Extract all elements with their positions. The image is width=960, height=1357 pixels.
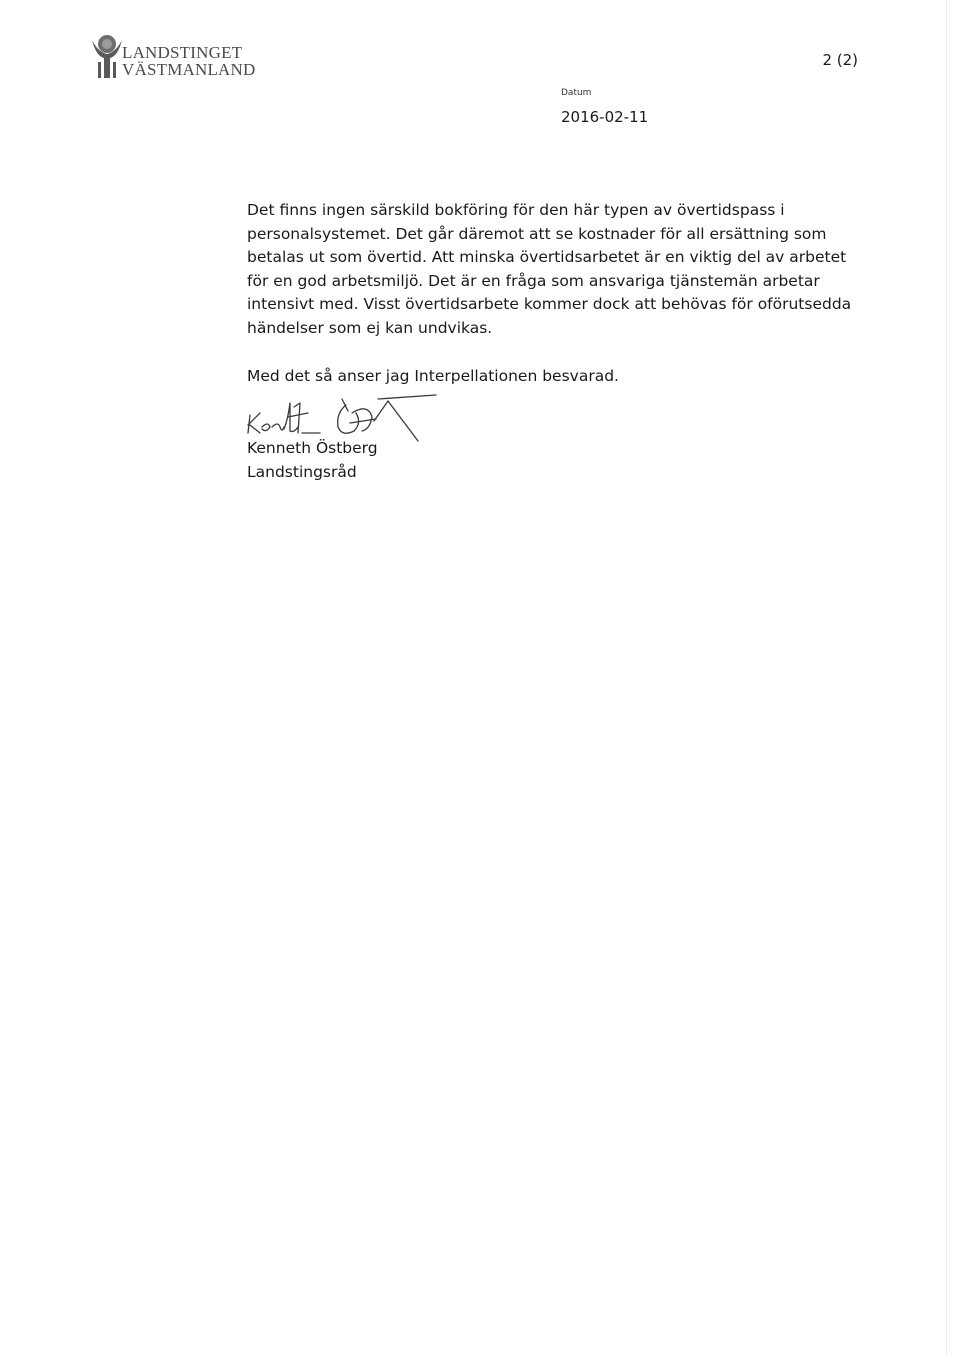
page-number: 2 (2) (822, 51, 858, 69)
signer-name: Kenneth Östberg (247, 439, 378, 457)
paragraph-line: händelser som ej kan undvikas. (247, 318, 493, 337)
paragraph-line: personalsystemet. Det går däremot att se kostnader för all ersättning som (247, 224, 827, 243)
paragraph-line: betalas ut som övertid. Att minska övertidsarbetet är en viktig del av arbetet (247, 248, 847, 266)
landstinget-emblem-icon (90, 32, 124, 80)
signer-title: Landstingsråd (247, 463, 357, 481)
closing-sentence: Med det så anser jag Interpellationen besvarad. (247, 367, 619, 385)
org-line-2: VÄSTMANLAND (122, 60, 256, 79)
organization-logo (90, 30, 260, 82)
paragraph-line: Det finns ingen särskild bokföring för den här typen av övertidspass i (247, 201, 785, 219)
body-paragraph (247, 199, 867, 340)
org-line-1: LANDSTINGET (122, 43, 243, 62)
signer-block (247, 436, 378, 484)
date-label: Datum (561, 88, 592, 98)
paragraph-line: för en god arbetsmiljö. Det är en fråga som ansvariga tjänstemän arbetar (247, 271, 820, 290)
paragraph-line: intensivt med. Visst övertidsarbete kommer dock att behövas för oförutsedda (247, 295, 852, 313)
date-value: 2016-02-11 (561, 108, 649, 126)
organization-name (122, 44, 255, 78)
